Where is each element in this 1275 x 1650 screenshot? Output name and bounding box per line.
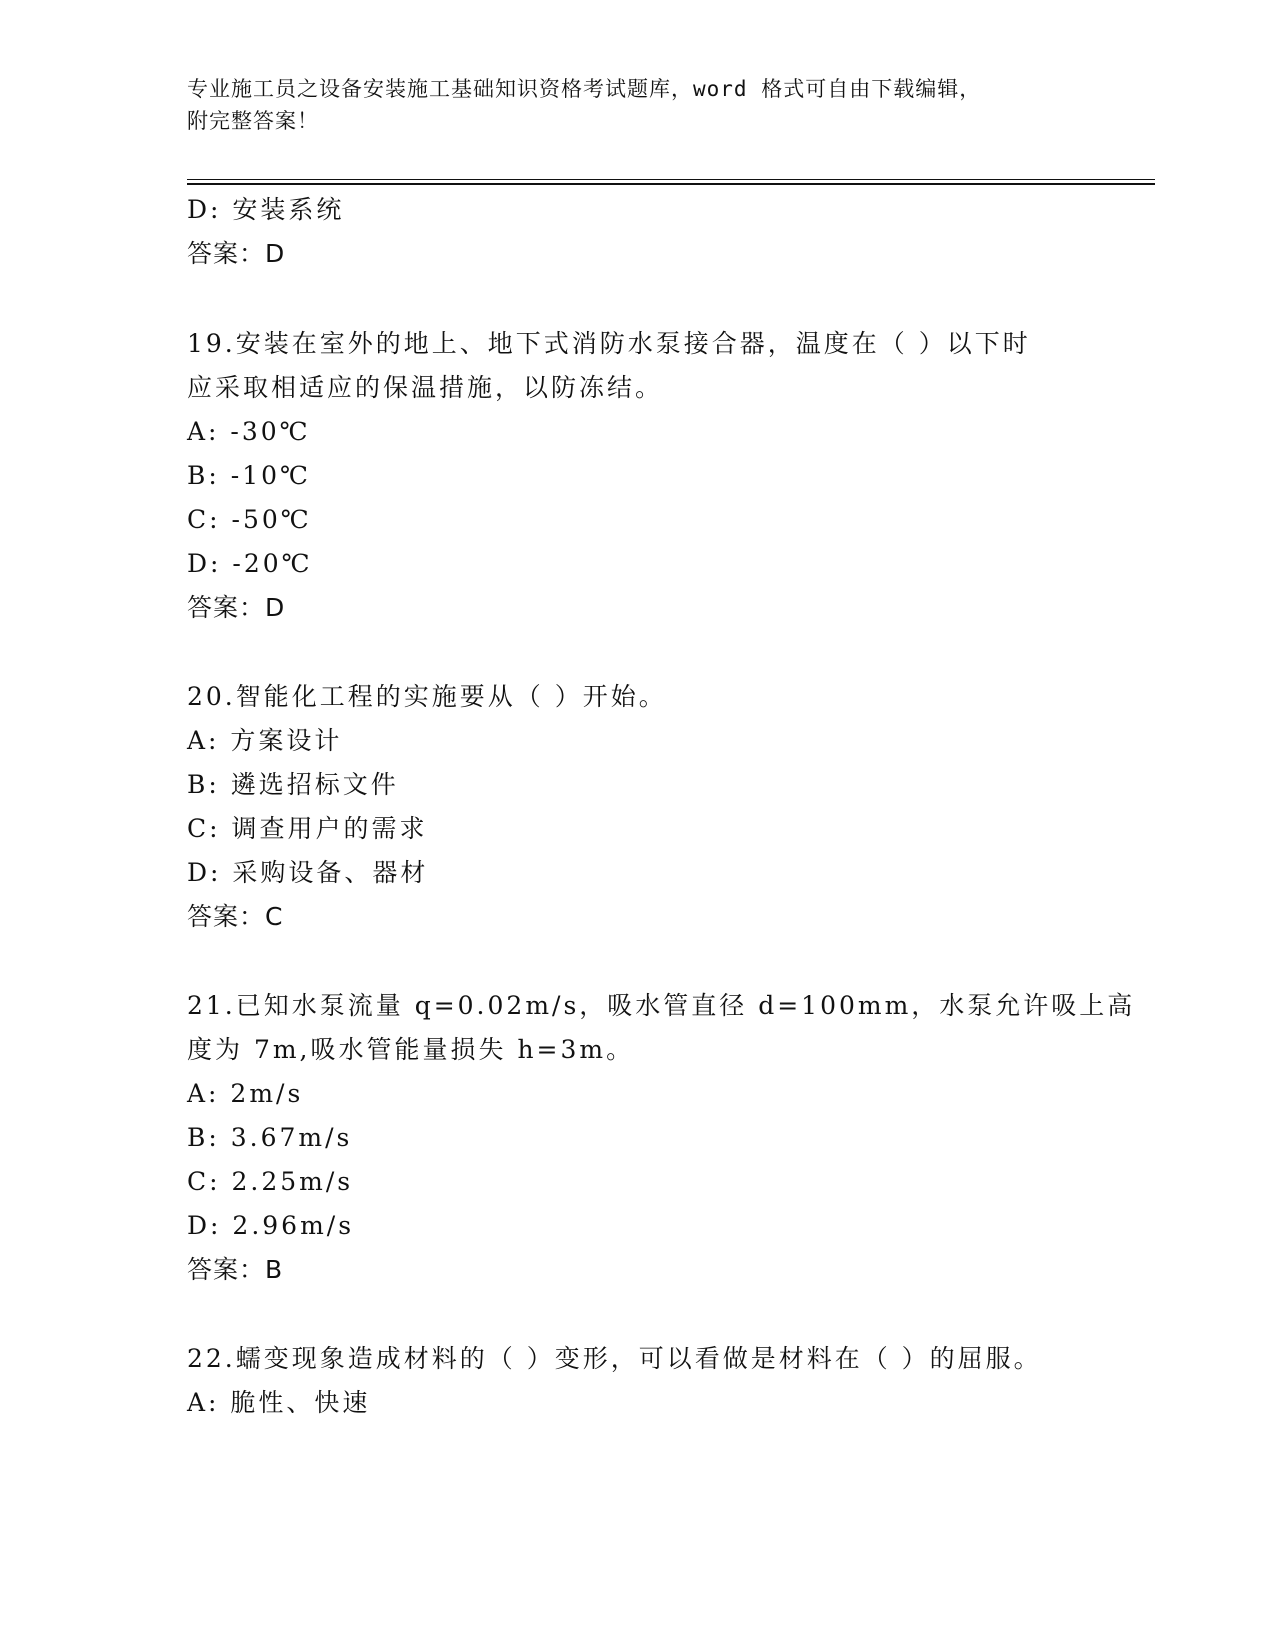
document-header (187, 73, 1087, 137)
q19-option-a: A: -30℃ (187, 417, 311, 446)
q21-option-b: B: 3.67m/s (187, 1123, 353, 1152)
q20-stem-line1: 20.智能化工程的实施要从（ ）开始。 (187, 682, 667, 711)
q19-option-d: D: -20℃ (187, 549, 313, 578)
q19-stem-line2: 应采取相适应的保温措施，以防冻结。 (187, 373, 664, 402)
prev-question-option-d: D: 安装系统 (187, 195, 345, 224)
header-divider-bottom (187, 183, 1155, 185)
q20-option-c: C: 调查用户的需求 (187, 814, 428, 843)
q21-stem-line2: 度为 7m,吸水管能量损失 h=3m。 (187, 1035, 635, 1064)
q21-option-d: D: 2.96m/s (187, 1211, 355, 1240)
header-title-line2: 附完整答案！ (187, 109, 319, 133)
q22-option-a: A: 脆性、快速 (187, 1388, 371, 1417)
q20-option-a: A: 方案设计 (187, 726, 343, 755)
header-title-line1: 专业施工员之设备安装施工基础知识资格考试题库，word 格式可自由下载编辑， (187, 77, 982, 101)
q20-option-d: D: 采购设备、器材 (187, 858, 429, 887)
q21-option-a: A: 2m/s (187, 1079, 304, 1108)
q21-stem-line1: 21.已知水泵流量 q=0.02m/s，吸水管直径 d=100mm，水泵允许吸上高 (187, 991, 1136, 1020)
q19-option-c: C: -50℃ (187, 505, 312, 534)
q20-option-b: B: 遴选招标文件 (187, 770, 399, 799)
q19-option-b: B: -10℃ (187, 461, 311, 490)
q22-stem-line1: 22.蠕变现象造成材料的（ ）变形，可以看做是材料在（ ）的屈服。 (187, 1344, 1042, 1373)
q20-answer: 答案：C (187, 902, 284, 931)
q21-answer: 答案：B (187, 1255, 284, 1284)
q19-stem-line1: 19.安装在室外的地上、地下式消防水泵接合器，温度在（ ）以下时 (187, 329, 1031, 358)
header-divider-top (187, 179, 1155, 180)
q19-answer: 答案：D (187, 593, 286, 622)
prev-question-answer: 答案：D (187, 239, 286, 268)
q21-option-c: C: 2.25m/s (187, 1167, 354, 1196)
